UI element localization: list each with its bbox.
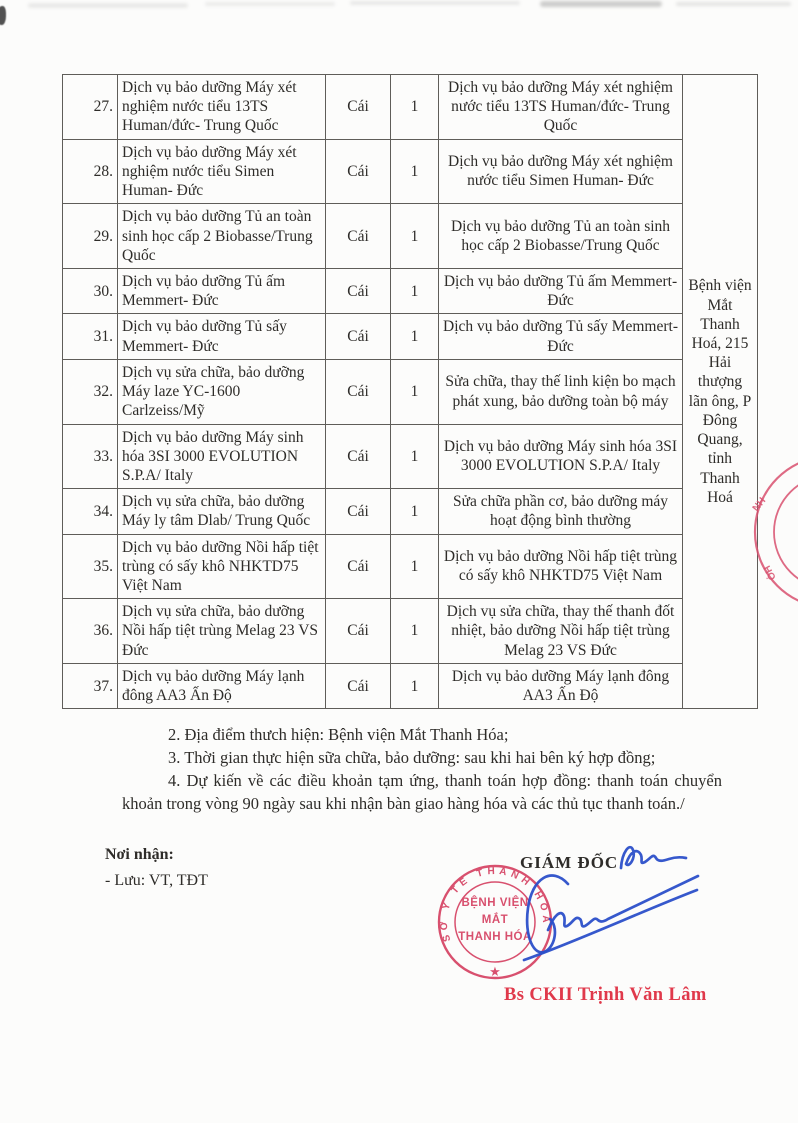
cell-unit: Cái: [326, 424, 391, 489]
table-row: [63, 359, 758, 424]
cell-row-number: 30.: [63, 268, 118, 313]
service-table: [62, 74, 758, 709]
cell-description: Dịch vụ bảo dưỡng Nồi hấp tiệt trùng có sấy khô NHKTD75 Việt Nam: [439, 534, 683, 599]
service-table-body: [63, 75, 758, 709]
clause-3: 3. Thời gian thực hiện sữa chữa, bảo dưỡng: sau khi hai bên ký hợp đồng;: [168, 748, 656, 767]
cell-unit: Cái: [326, 599, 391, 664]
recipients-line: - Lưu: VT, TĐT: [105, 872, 208, 889]
cell-quantity: 1: [391, 489, 439, 534]
cell-unit: Cái: [326, 663, 391, 708]
cell-row-number: 37.: [63, 663, 118, 708]
table-row: [63, 424, 758, 489]
cell-unit: Cái: [326, 268, 391, 313]
stamp-star-icon: ★: [489, 964, 501, 979]
scan-artifact: [28, 3, 188, 8]
cell-service-name: Dịch vụ bảo dưỡng Tủ an toàn sinh học cấp 2 Biobasse/Trung Quốc: [118, 204, 326, 269]
cell-description: Dịch vụ bảo dưỡng Máy lạnh đông AA3 Ấn Độ: [439, 663, 683, 708]
table-row: [63, 204, 758, 269]
cell-quantity: 1: [391, 424, 439, 489]
edge-stamp-letters: HỌ: [760, 564, 778, 583]
cell-description: Dịch vụ bảo dưỡng Máy xét nghiệm nước tiểu Simen Human- Đức: [439, 139, 683, 204]
cell-service-name: Dịch vụ bảo dưỡng Máy sinh hóa 3SI 3000 EVOLUTION S.P.A/ Italy: [118, 424, 326, 489]
director-title: GIÁM ĐỐC: [520, 853, 619, 872]
cell-service-name: Dịch vụ sửa chữa, bảo dưỡng Nồi hấp tiệt trùng Melag 23 VS Đức: [118, 599, 326, 664]
cell-row-number: 27.: [63, 75, 118, 140]
cell-unit: Cái: [326, 204, 391, 269]
cell-row-number: 28.: [63, 139, 118, 204]
stamp-ring-text: SỞ Y TẾ THANH HÓA: [438, 865, 552, 943]
scan-artifact: [540, 1, 662, 7]
cell-description: Dịch vụ bảo dưỡng Tủ ấm Memmert- Đức: [439, 268, 683, 313]
cell-row-number: 33.: [63, 424, 118, 489]
edge-stamp-letters: NH: [750, 495, 769, 514]
cell-quantity: 1: [391, 204, 439, 269]
stamp-center-line: THANH HÓA: [458, 931, 532, 943]
cell-unit: Cái: [326, 139, 391, 204]
cell-row-number: 34.: [63, 489, 118, 534]
cell-quantity: 1: [391, 268, 439, 313]
cell-description: Sửa chữa phần cơ, bảo dưỡng máy hoạt động bình thường: [439, 489, 683, 534]
cell-description: Dịch vụ bảo dưỡng Tủ sấy Memmert- Đức: [439, 314, 683, 359]
signature-letters-stroke: [548, 876, 698, 930]
cell-row-number: 36.: [63, 599, 118, 664]
cell-unit: Cái: [326, 314, 391, 359]
cell-unit: Cái: [326, 489, 391, 534]
cell-description: Dịch vụ bảo dưỡng Tủ an toàn sinh học cấp 2 Biobasse/Trung Quốc: [439, 204, 683, 269]
table-row: [63, 534, 758, 599]
cell-quantity: 1: [391, 534, 439, 599]
cell-unit: Cái: [326, 359, 391, 424]
signer-name: Bs CKII Trịnh Văn Lâm: [504, 985, 707, 1005]
cell-row-number: 35.: [63, 534, 118, 599]
cell-description: Dịch vụ sửa chữa, thay thế thanh đốt nhiệt, bảo dưỡng Nồi hấp tiệt trùng Melag 23 VS Đức: [439, 599, 683, 664]
cell-service-name: Dịch vụ bảo dưỡng Máy xét nghiệm nước tiểu Simen Human- Đức: [118, 139, 326, 204]
table-row: [63, 139, 758, 204]
cell-row-number: 32.: [63, 359, 118, 424]
cell-quantity: 1: [391, 139, 439, 204]
cell-quantity: 1: [391, 314, 439, 359]
cell-service-name: Dịch vụ bảo dưỡng Máy lạnh đông AA3 Ấn Độ: [118, 663, 326, 708]
cell-quantity: 1: [391, 359, 439, 424]
cell-row-number: 29.: [63, 204, 118, 269]
cell-service-name: Dịch vụ bảo dưỡng Tủ ấm Memmert- Đức: [118, 268, 326, 313]
stamp-center-line: BỆNH VIỆN: [461, 897, 529, 909]
table-row: [63, 268, 758, 313]
scan-artifact: [0, 6, 6, 25]
cell-description: Dịch vụ bảo dưỡng Máy sinh hóa 3SI 3000 EVOLUTION S.P.A/ Italy: [439, 424, 683, 489]
cell-unit: Cái: [326, 75, 391, 140]
cell-quantity: 1: [391, 75, 439, 140]
scan-artifact: [350, 1, 520, 5]
table-row: [63, 314, 758, 359]
cell-description: Dịch vụ bảo dưỡng Máy xét nghiệm nước tiểu 13TS Human/đức- Trung Quốc: [439, 75, 683, 140]
cell-quantity: 1: [391, 599, 439, 664]
stamp-center-line: MẮT: [481, 914, 509, 926]
table-row: [63, 663, 758, 708]
cell-service-name: Dịch vụ bảo dưỡng Máy xét nghiệm nước tiểu 13TS Human/đức- Trung Quốc: [118, 75, 326, 140]
recipients-label: Nơi nhận:: [105, 846, 174, 863]
signature-initials-stroke: [621, 847, 686, 868]
cell-quantity: 1: [391, 663, 439, 708]
clause-2: 2. Địa điểm thưch hiện: Bệnh viện Mắt Thanh Hóa;: [168, 725, 509, 744]
cell-row-number: 31.: [63, 314, 118, 359]
cell-service-name: Dịch vụ sửa chữa, bảo dưỡng Máy ly tâm Dlab/ Trung Quốc: [118, 489, 326, 534]
clause-4: 4. Dự kiến về các điều khoản tạm ứng, thanh toán hợp đồng: thanh toán chuyển khoản trong vòng 90 ngày sau khi nhận bàn giao hàng hóa và các thủ tục thanh toán./: [122, 771, 722, 813]
cell-service-name: Dịch vụ bảo dưỡng Nồi hấp tiệt trùng có sấy khô NHKTD75 Việt Nam: [118, 534, 326, 599]
scan-artifact: [676, 2, 791, 6]
table-row: [63, 75, 758, 140]
table-row: [63, 599, 758, 664]
clauses: [122, 723, 722, 815]
director-signature: [480, 830, 740, 1010]
cell-service-name: Dịch vụ sửa chữa, bảo dưỡng Máy laze YC-1600 Carlzeiss/Mỹ: [118, 359, 326, 424]
scan-artifact: [205, 2, 335, 6]
cell-unit: Cái: [326, 534, 391, 599]
cell-service-name: Dịch vụ bảo dưỡng Tủ sấy Memmert- Đức: [118, 314, 326, 359]
cell-description: Sửa chữa, thay thế linh kiện bo mạch phát xung, bảo dưỡng toàn bộ máy: [439, 359, 683, 424]
table-row: [63, 489, 758, 534]
cell-location-merged: Bệnh viện Mắt Thanh Hoá, 215 Hải thượng lãn ông, P Đông Quang, tỉnh Thanh Hoá: [683, 75, 758, 709]
edge-overlap-stamp: [743, 448, 798, 618]
